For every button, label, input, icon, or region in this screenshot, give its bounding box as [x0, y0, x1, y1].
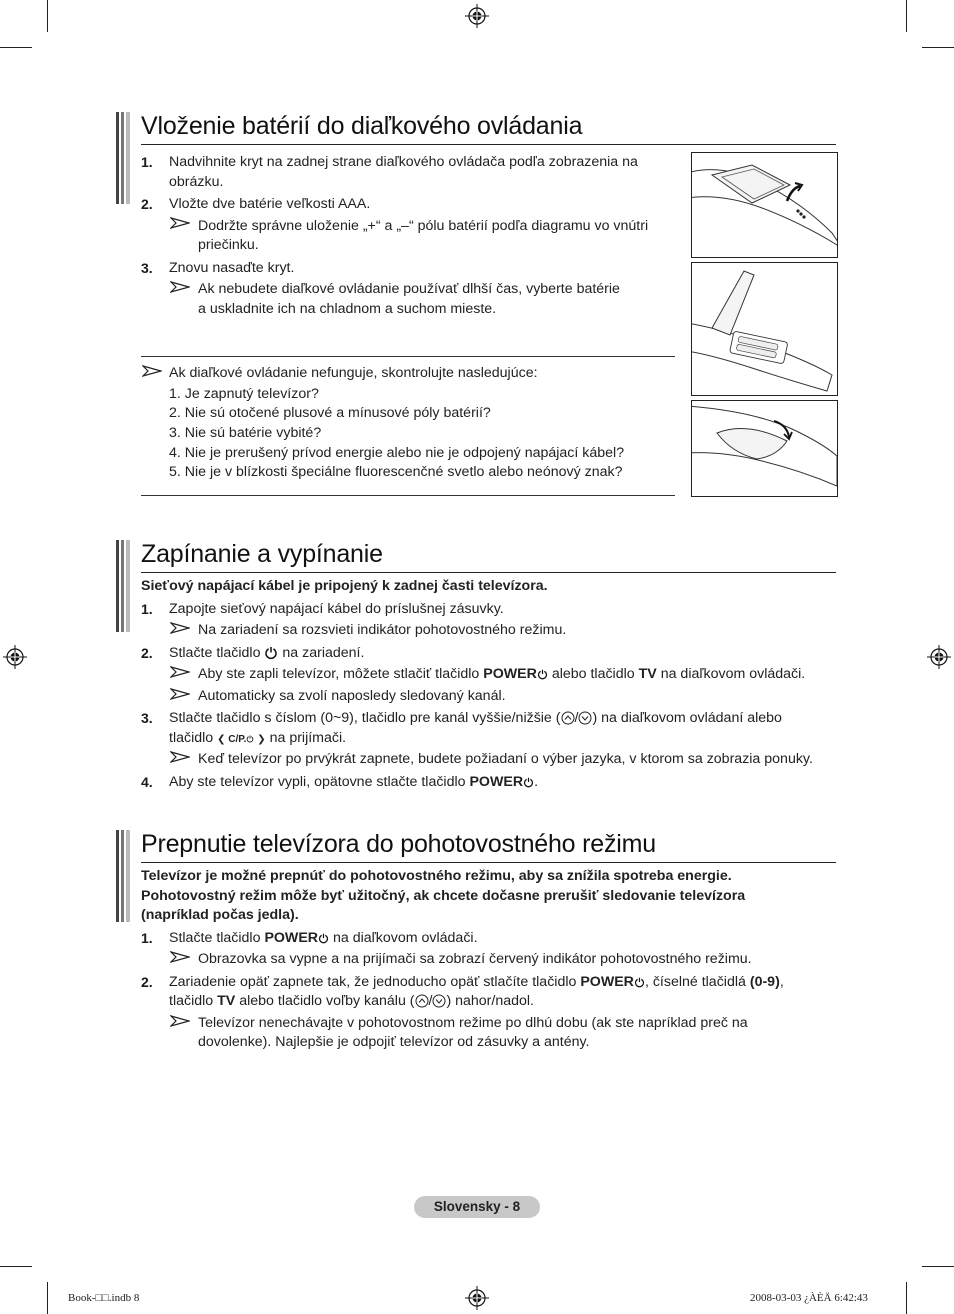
power-icon	[523, 777, 534, 788]
step-text-part: ) na diaľkovom ovládaní alebo	[592, 710, 782, 726]
step-text-part: na diaľkovom ovládači.	[333, 930, 478, 946]
section-lead: (napríklad počas jedla).	[141, 907, 299, 923]
note-arrow-icon	[170, 1015, 190, 1027]
note-text: Automaticky sa zvolí naposledy sledovaný kanál.	[198, 688, 506, 704]
power-label: POWER	[580, 974, 634, 990]
step-text	[169, 643, 364, 663]
divider	[141, 495, 675, 496]
note-text: Ak nebudete diaľkové ovládanie používať dlhší čas, vyberte batérie	[198, 281, 620, 297]
section-title: Vloženie batérií do diaľkového ovládania	[141, 112, 583, 140]
note-arrow-icon	[170, 666, 190, 678]
step-text: tlačidlo TV alebo tlačidlo voľby kanálu ( / ) nahor/nadol.	[169, 993, 535, 1009]
step-text: Zapojte sieťový napájací kábel do príslušnej zásuvky.	[169, 601, 504, 617]
note-arrow-icon	[170, 951, 190, 963]
step-number: 2.	[141, 974, 153, 990]
cp-button-icon: ❮ C/P. ❯	[217, 734, 266, 745]
registration-mark-left	[3, 645, 27, 669]
step-text	[169, 728, 346, 750]
crop-mark-bottom-left-v	[47, 1282, 48, 1314]
section-lead: Sieťový napájací kábel je pripojený k zadnej časti televízora.	[141, 578, 548, 594]
note-arrow-icon	[170, 281, 190, 293]
crop-mark-top-left-h	[0, 47, 32, 48]
step-number: 3.	[141, 710, 153, 726]
step-text-part: na prijímači.	[269, 730, 347, 746]
note-arrow-icon	[142, 365, 162, 377]
step-number: 1.	[141, 601, 153, 617]
crop-mark-top-right-v	[906, 0, 907, 32]
channel-down-icon	[432, 994, 446, 1008]
note-arrow-icon	[170, 688, 190, 700]
step-text-part: Aby ste televízor vypli, opätovne stlačte tlačidlo	[169, 774, 466, 790]
troubleshoot-intro: Ak diaľkové ovládanie nefunguje, skontrolujte nasledujúce:	[169, 365, 538, 381]
note-arrow-icon	[170, 751, 190, 763]
step-number: 2.	[141, 645, 153, 661]
crop-mark-bottom-left-h	[0, 1266, 32, 1267]
page-number-badge: Slovensky - 8	[414, 1196, 540, 1218]
step-text-part: Zariadenie opäť zapnete tak, že jednoducho opäť stlačíte tlačidlo	[169, 974, 577, 990]
crop-mark-bottom-right-h	[922, 1266, 954, 1267]
note-text: Keď televízor po prvýkrát zapnete, budete požiadaní o výber jazyka, v ktorom sa zobrazia ponuky.	[198, 751, 813, 767]
step-number: 1.	[141, 154, 153, 170]
note-text: Televízor nenechávajte v pohotovostnom režime po dlhú dobu (ak ste napríklad preč na	[198, 1015, 748, 1031]
power-label: POWER	[483, 666, 537, 682]
step-text	[169, 972, 784, 992]
power-icon	[634, 977, 645, 988]
note-arrow-icon	[170, 622, 190, 634]
note-text-part: na diaľkovom ovládači.	[660, 666, 806, 682]
step-text-part: Stlačte tlačidlo	[169, 645, 261, 661]
troubleshoot-item: 1. Je zapnutý televízor?	[169, 386, 319, 402]
crop-mark-top-right-h	[922, 47, 954, 48]
note-text: Na zariadení sa rozsvieti indikátor pohotovostného režimu.	[198, 622, 567, 638]
step-text: Nadvihnite kryt na zadnej strane diaľkového ovládača podľa zobrazenia na	[169, 154, 638, 170]
troubleshoot-item: 5. Nie je v blízkosti špeciálne fluorescenčné svetlo alebo neónový znak?	[169, 464, 623, 480]
crop-mark-bottom-right-v	[906, 1282, 907, 1314]
troubleshoot-item: 4. Nie je prerušený prívod energie alebo nie je odpojený napájací kábel?	[169, 445, 625, 461]
step-number: 1.	[141, 930, 153, 946]
power-icon	[537, 669, 548, 680]
note-text: a uskladnite ich na chladnom a suchom mieste.	[198, 301, 497, 317]
section-marker-bar	[116, 540, 130, 632]
note-text: Dodržte správne uloženie „+“ a „–“ pólu batérií podľa diagramu vo vnútri	[198, 218, 649, 234]
step-text-part: alebo tlačidlo voľby kanálu (	[239, 993, 415, 1009]
power-icon	[318, 933, 329, 944]
power-label: POWER	[469, 774, 524, 790]
digits-label: (0-9)	[749, 974, 780, 990]
step-text	[169, 928, 478, 948]
section-rule	[141, 862, 836, 863]
step-text-part: Stlačte tlačidlo	[169, 930, 261, 946]
step-text-part: ) nahor/nadol.	[446, 993, 535, 1009]
tv-label: TV	[217, 993, 236, 1009]
step-text	[169, 772, 538, 792]
note-text: dovolenke). Najlepšie je odpojiť televízor od zásuvky a antény.	[198, 1034, 590, 1050]
note-text	[198, 664, 805, 684]
step-text-part: tlačidlo	[169, 730, 214, 746]
section-marker-bar	[116, 830, 130, 922]
note-text-part: Aby ste zapli televízor, môžete stlačiť tlačidlo	[198, 666, 480, 682]
note-text: priečinku.	[198, 237, 259, 253]
step-text: Znovu nasaďte kryt.	[169, 260, 295, 276]
divider	[141, 356, 675, 357]
step-number: 4.	[141, 774, 153, 790]
step-text-part: na zariadení.	[282, 645, 365, 661]
channel-up-icon	[415, 994, 429, 1008]
remote-close-cover-illustration	[691, 400, 838, 497]
step-text: Stlačte tlačidlo s číslom (0~9), tlačidlo pre kanál vyššie/nižšie ( / ) na diaľkovom ovládaní alebo	[169, 710, 782, 726]
step-text-part: ,	[779, 974, 784, 990]
step-text: obrázku.	[169, 174, 224, 190]
troubleshoot-item: 3. Nie sú batérie vybité?	[169, 425, 322, 441]
step-number: 2.	[141, 196, 153, 212]
step-text-part: , číselné tlačidlá	[644, 974, 746, 990]
registration-mark-top	[465, 4, 489, 28]
step-text-part: tlačidlo	[169, 993, 214, 1009]
troubleshoot-item: 2. Nie sú otočené plusové a mínusové póly batérií?	[169, 405, 491, 421]
step-text: Vložte dve batérie veľkosti AAA.	[169, 196, 371, 212]
step-text-part: Stlačte tlačidlo s číslom (0~9), tlačidlo pre kanál vyššie/nižšie (	[169, 710, 561, 726]
remote-open-cover-illustration	[691, 152, 838, 258]
note-text: Obrazovka sa vypne a na prijímači sa zobrazí červený indikátor pohotovostného režimu.	[198, 951, 752, 967]
section-rule	[141, 572, 836, 573]
tv-label: TV	[638, 666, 657, 682]
registration-mark-bottom	[465, 1286, 489, 1310]
file-info: Book-□□.indb 8	[68, 1292, 140, 1304]
note-text-part: alebo tlačidlo	[551, 666, 635, 682]
power-icon	[264, 646, 278, 660]
channel-down-icon	[578, 711, 592, 725]
step-text-part: .	[534, 774, 539, 790]
registration-mark-right	[927, 645, 951, 669]
note-arrow-icon	[170, 217, 190, 229]
channel-up-icon	[561, 711, 575, 725]
crop-mark-top-left-v	[47, 0, 48, 32]
power-label: POWER	[264, 930, 319, 946]
remote-batteries-illustration	[691, 262, 838, 396]
print-timestamp: 2008-03-03 ¿ÀÈÄ 6:42:43	[750, 1292, 868, 1304]
section-title: Prepnutie televízora do pohotovostného režimu	[141, 830, 656, 858]
section-marker-bar	[116, 112, 130, 204]
section-lead: Televízor je možné prepnúť do pohotovostného režimu, aby sa znížila spotreba energie.	[141, 868, 732, 884]
section-rule	[141, 144, 836, 145]
section-title: Zapínanie a vypínanie	[141, 540, 383, 568]
step-number: 3.	[141, 260, 153, 276]
section-lead: Pohotovostný režim môže byť užitočný, ak chcete dočasne prerušiť sledovanie televízora	[141, 888, 746, 904]
